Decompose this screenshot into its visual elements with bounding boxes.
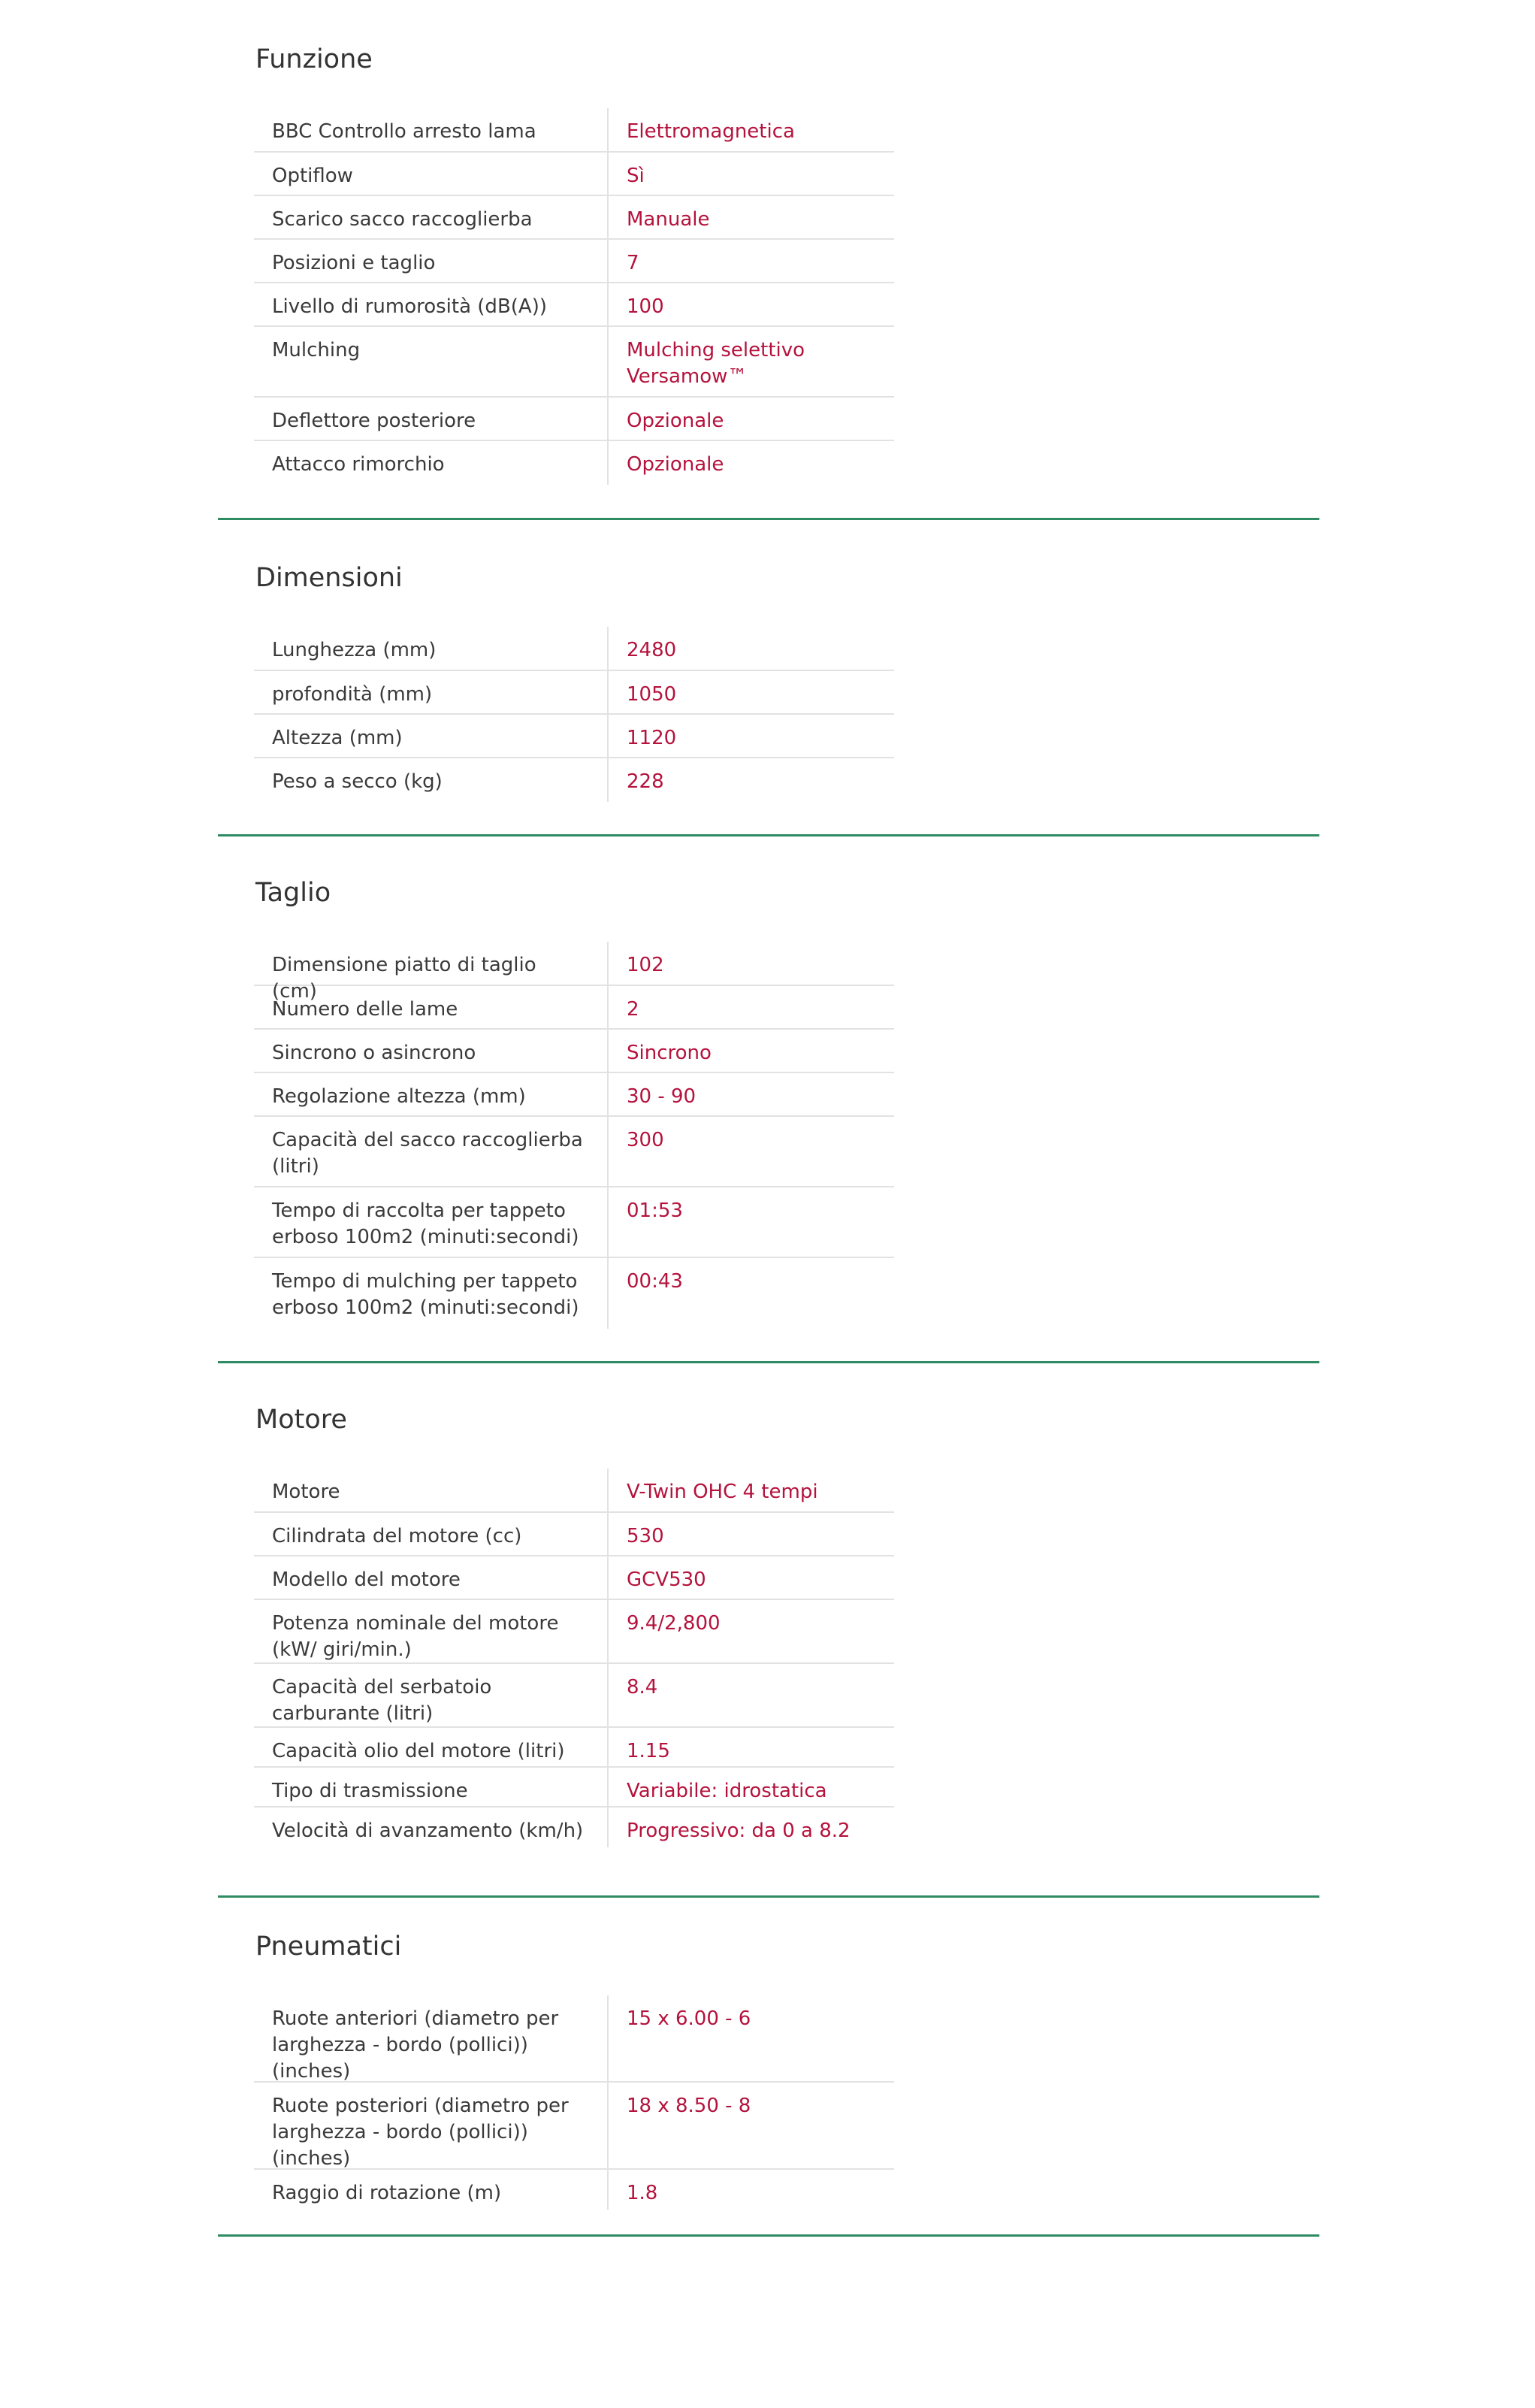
spec-value: 8.4 <box>627 1676 658 1699</box>
spec-table <box>254 627 894 802</box>
table-row <box>254 1664 894 1728</box>
section-dimensioni <box>218 565 1319 836</box>
table-row <box>254 1768 894 1808</box>
section-pneumatici <box>218 1934 1319 2237</box>
spec-value: 7 <box>627 252 639 274</box>
table-row <box>254 1187 894 1258</box>
spec-value: 15 x 6.00 - 6 <box>627 2007 751 2030</box>
spec-value: 1.15 <box>627 1740 670 1762</box>
table-row <box>254 1117 894 1187</box>
spec-label: Deflettore posteriore <box>254 398 609 440</box>
table-row <box>254 1728 894 1768</box>
spec-value: 18 x 8.50 - 8 <box>627 2095 751 2117</box>
spec-value: 300 <box>627 1129 664 1151</box>
spec-value: 530 <box>627 1525 664 1547</box>
spec-value: Sì <box>627 165 645 187</box>
spec-value: 1.8 <box>627 2182 658 2204</box>
table-row <box>254 108 894 153</box>
spec-label: Cilindrata del motore (cc) <box>254 1513 609 1555</box>
section-title: Motore <box>255 1405 347 1435</box>
spec-table <box>254 1469 894 1847</box>
spec-value: V-Twin OHC 4 tempi <box>627 1481 818 1503</box>
table-row <box>254 196 894 240</box>
section-title: Taglio <box>255 878 331 908</box>
spec-table <box>254 1995 894 2210</box>
table-row <box>254 1995 894 2083</box>
spec-table <box>254 942 894 1329</box>
spec-label: Lunghezza (mm) <box>254 627 609 670</box>
table-row <box>254 1469 894 1513</box>
table-row <box>254 715 894 758</box>
spec-value: Opzionale <box>627 410 724 432</box>
spec-label: Livello di rumorosità (dB(A)) <box>254 283 609 325</box>
spec-value: Elettromagnetica <box>627 120 795 143</box>
spec-label: Regolazione altezza (mm) <box>254 1073 609 1115</box>
spec-value: Sincrono <box>627 1042 712 1064</box>
spec-value: 01:53 <box>627 1199 683 1222</box>
spec-label: Scarico sacco raccoglierba <box>254 196 609 238</box>
table-row <box>254 986 894 1030</box>
table-row <box>254 283 894 327</box>
table-row <box>254 627 894 671</box>
spec-label: Altezza (mm) <box>254 715 609 757</box>
spec-label: profondità (mm) <box>254 671 609 713</box>
table-row <box>254 398 894 441</box>
spec-label: Motore <box>254 1469 609 1511</box>
spec-value: 2 <box>627 998 639 1021</box>
spec-label: Numero delle lame <box>254 986 609 1028</box>
spec-value: Opzionale <box>627 453 724 476</box>
table-row <box>254 758 894 802</box>
spec-label: Optiflow <box>254 153 609 195</box>
table-row <box>254 441 894 485</box>
spec-label: BBC Controllo arresto lama <box>254 108 609 151</box>
spec-label: Raggio di rotazione (m) <box>254 2170 609 2210</box>
spec-label: Ruote posteriori (diametro per larghezza - bordo (pollici)) (inches) <box>254 2083 609 2168</box>
section-funzione <box>218 44 1319 520</box>
spec-value: GCV530 <box>627 1569 706 1591</box>
spec-label: Tempo di mulching per tappeto erboso 100m2 (minuti:secondi) <box>254 1258 609 1329</box>
spec-value: 00:43 <box>627 1270 683 1293</box>
table-row <box>254 1258 894 1329</box>
spec-value: 102 <box>627 954 664 976</box>
spec-label: Mulching <box>254 327 609 396</box>
spec-value: 228 <box>627 770 664 793</box>
spec-label: Posizioni e taglio <box>254 240 609 282</box>
section-motore <box>218 1407 1319 1898</box>
spec-value: Manuale <box>627 208 710 231</box>
section-title: Dimensioni <box>255 563 403 593</box>
spec-label: Potenza nominale del motore (kW/ giri/min.) <box>254 1600 609 1662</box>
table-row <box>254 1513 894 1556</box>
section-title: Pneumatici <box>255 1932 402 1962</box>
table-row <box>254 1600 894 1664</box>
spec-label: Capacità olio del motore (litri) <box>254 1728 609 1766</box>
spec-value: Progressivo: da 0 a 8.2 <box>627 1820 851 1842</box>
table-row <box>254 1030 894 1073</box>
spec-value: 1120 <box>627 727 677 749</box>
section-taglio <box>218 880 1319 1363</box>
spec-label: Tipo di trasmissione <box>254 1768 609 1806</box>
spec-value: Variabile: idrostatica <box>627 1780 827 1802</box>
spec-label: Dimensione piatto di taglio (cm) <box>254 942 609 985</box>
spec-label: Peso a secco (kg) <box>254 758 609 802</box>
spec-label: Velocità di avanzamento (km/h) <box>254 1808 609 1847</box>
table-row <box>254 327 894 398</box>
table-row <box>254 1073 894 1117</box>
spec-label: Sincrono o asincrono <box>254 1030 609 1072</box>
spec-label: Capacità del sacco raccoglierba (litri) <box>254 1117 609 1186</box>
table-row <box>254 1556 894 1600</box>
spec-value: 2480 <box>627 639 677 661</box>
spec-table <box>254 108 894 485</box>
spec-label: Modello del motore <box>254 1556 609 1599</box>
spec-value: 30 - 90 <box>627 1085 696 1108</box>
table-row <box>254 1808 894 1847</box>
spec-label: Capacità del serbatoio carburante (litri) <box>254 1664 609 1726</box>
table-row <box>254 153 894 196</box>
spec-value: 100 <box>627 295 664 318</box>
spec-value: Mulching selettivo Versamow™ <box>627 339 805 388</box>
spec-value: 1050 <box>627 683 677 706</box>
table-row <box>254 2170 894 2210</box>
section-title: Funzione <box>255 44 373 74</box>
table-row <box>254 240 894 283</box>
spec-value: 9.4/2,800 <box>627 1612 721 1635</box>
table-row <box>254 671 894 715</box>
spec-label: Attacco rimorchio <box>254 441 609 485</box>
spec-label: Ruote anteriori (diametro per larghezza - bordo (pollici)) (inches) <box>254 1995 609 2081</box>
table-row <box>254 942 894 1003</box>
table-row <box>254 2083 894 2170</box>
spec-label: Tempo di raccolta per tappeto erboso 100m2 (minuti:secondi) <box>254 1187 609 1257</box>
